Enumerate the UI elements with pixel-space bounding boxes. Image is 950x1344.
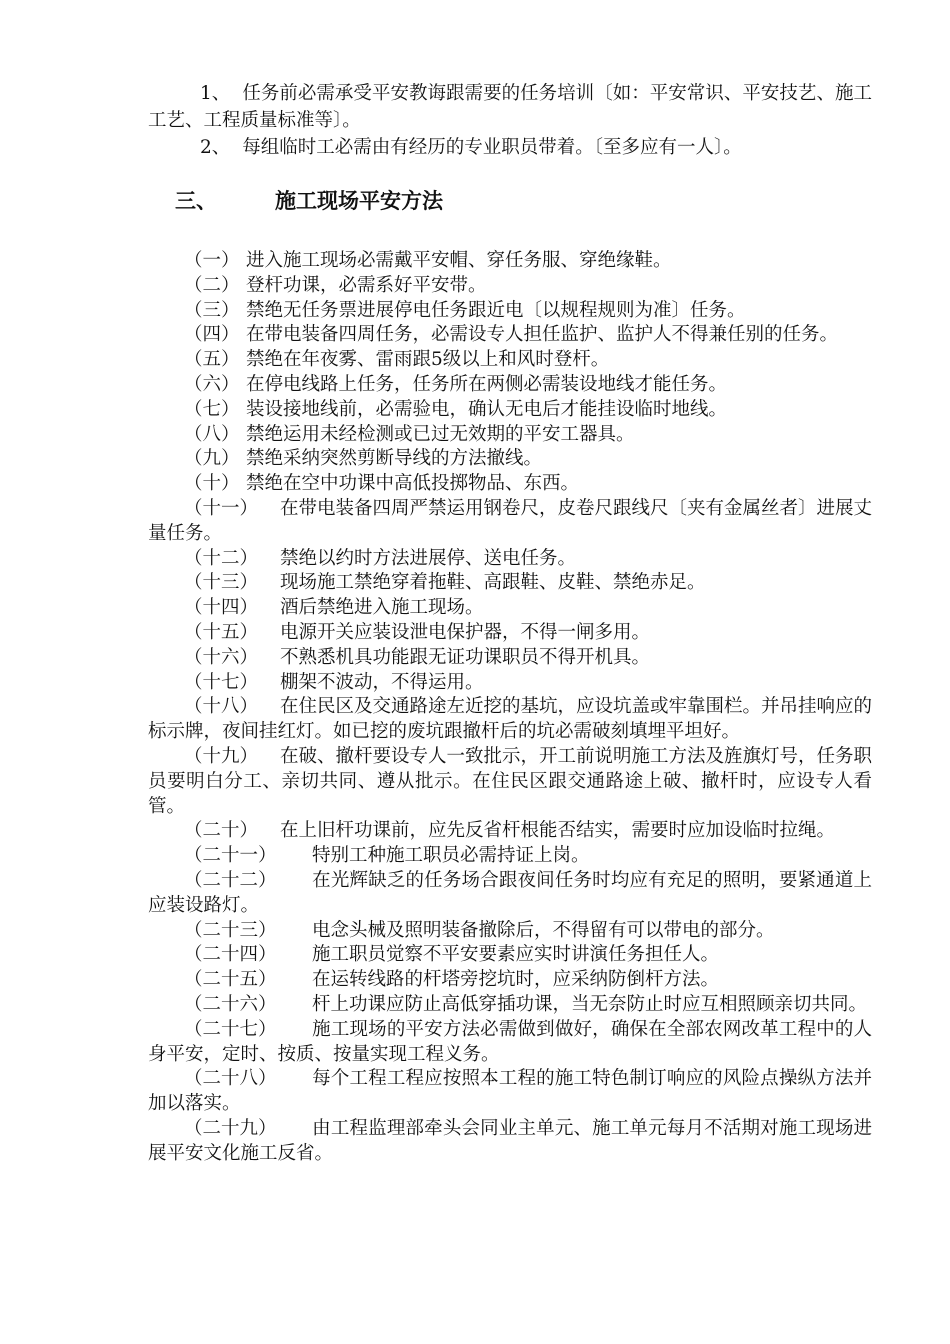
measure-item-number: （十七） <box>184 671 259 693</box>
measure-item-text: 在破、撤杆要设专人一致批示，开工前说明施工方法及旌旗灯号，任务职员要明白分工、亲切共同、遵从批示。在住民区跟交通路途上破、撤杆时，应设专人看管。 <box>148 745 873 817</box>
measure-item <box>148 621 872 646</box>
measure-item-number: （十五） <box>184 621 259 643</box>
measure-item-number: （二） <box>184 274 240 296</box>
measure-item-number: （二十九） <box>184 1117 277 1139</box>
measure-item-number: （二十二） <box>184 869 277 891</box>
measure-item-text: 由工程监理部牵头会同业主单元、施工单元每月不活期对施工现场进展平安文化施工反省。 <box>148 1117 872 1164</box>
measure-item-text: 不熟悉机具功能跟无证功课职员不得开机具。 <box>280 646 651 668</box>
intro-item-text: 每组临时工必需由有经历的专业职员带着。〔至多应有一人〕。 <box>242 137 742 158</box>
measure-item <box>148 819 872 844</box>
measure-item-text: 每个工程工程应按照本工程的施工特色制订响应的风险点操纵方法并加以落实。 <box>148 1068 872 1115</box>
section-title: 施工现场平安方法 <box>275 188 443 213</box>
measure-item-text: 在运转线路的杆塔旁挖坑时，应采纳防倒杆方法。 <box>312 969 720 991</box>
measure-item <box>148 373 872 398</box>
measure-item <box>148 398 872 423</box>
measure-item-number: （二十七） <box>184 1018 277 1040</box>
measure-item <box>148 695 872 745</box>
measure-item-text: 在带电装备四周严禁运用钢卷尺，皮卷尺跟线尺〔夹有金属丝者〕进展丈量任务。 <box>148 497 873 544</box>
measure-item-text: 进入施工现场必需戴平安帽、穿任务服、穿绝缘鞋。 <box>246 250 672 271</box>
measure-item <box>148 571 872 596</box>
measure-item <box>148 596 872 621</box>
measure-item-text: 登杆功课，必需系好平安带。 <box>246 274 487 296</box>
measure-item-number: （二十一） <box>184 845 277 867</box>
measure-item-text: 禁绝采纳突然剪断导线的方法撤线。 <box>246 448 543 470</box>
measure-item <box>148 274 872 299</box>
measure-item <box>148 547 872 572</box>
measure-item-number: （一） <box>184 250 240 271</box>
measure-item <box>148 844 872 869</box>
measure-item-number: （八） <box>184 423 240 445</box>
measure-list <box>148 249 872 1166</box>
measure-item <box>148 299 872 324</box>
measure-item <box>148 472 872 497</box>
measure-item-number: （十三） <box>184 572 259 594</box>
measure-item-text: 禁绝以约时方法进展停、送电任务。 <box>280 547 577 569</box>
measure-item-text: 杆上功课应防止高低穿插功课，当无奈防止时应互相照顾亲切共同。 <box>312 993 868 1015</box>
measure-item-text: 特别工种施工职员必需持证上岗。 <box>312 845 590 867</box>
measure-item-text: 施工现场的平安方法必需做到做好，确保在全部农网改革工程中的人身平安，定时、按质、按量实现工程义务。 <box>148 1018 872 1065</box>
measure-item <box>148 745 872 819</box>
measure-item <box>148 943 872 968</box>
section-number: 三、 <box>175 188 217 213</box>
intro-item <box>148 134 872 161</box>
intro-item-number: 2、 <box>200 137 231 158</box>
measure-item-number: （十八） <box>184 696 259 718</box>
measure-item-text: 棚架不波动，不得运用。 <box>280 671 484 693</box>
measure-item-number: （二十八） <box>184 1068 277 1090</box>
measure-item <box>148 869 872 919</box>
measure-item <box>148 1067 872 1117</box>
measure-item-text: 装设接地线前，必需验电，确认无电后才能挂设临时地线。 <box>246 398 728 420</box>
measure-item-text: 在停电线路上任务，任务所在两侧必需装设地线才能任务。 <box>246 373 728 395</box>
measure-item-number: （四） <box>184 324 240 346</box>
measure-item-number: （十九） <box>184 745 259 767</box>
measure-item <box>148 423 872 448</box>
measure-item-number: （九） <box>184 448 240 470</box>
measure-item <box>148 646 872 671</box>
measure-item-text: 禁绝在空中功课中高低投掷物品、东西。 <box>246 473 580 495</box>
measure-item-text: 禁绝运用未经检测或已过无效期的平安工器具。 <box>246 423 635 445</box>
measure-item-text: 在光辉缺乏的任务场合跟夜间任务时均应有充足的照明，要紧通道上应装设路灯。 <box>148 869 872 916</box>
measure-item-number: （十一） <box>184 497 259 519</box>
measure-item <box>148 968 872 993</box>
measure-item-number: （二十四） <box>184 944 277 966</box>
measure-item-number: （二十五） <box>184 969 277 991</box>
intro-item-text: 任务前必需承受平安教诲跟需要的任务培训〔如：平安常识、平安技艺、施工工艺、工程质量标准等〕。 <box>148 83 872 131</box>
measure-item <box>148 348 872 373</box>
measure-item <box>148 671 872 696</box>
measure-item-number: （三） <box>184 299 240 321</box>
measure-item-number: （十） <box>184 473 240 495</box>
measure-item-number: （二十六） <box>184 993 277 1015</box>
measure-item-text: 在住民区及交通路途左近挖的基坑，应设坑盖或牢靠围栏。并吊挂响应的标示牌，夜间挂红灯。如已挖的废坑跟撤杆后的坑必需破刻填埋平坦好。 <box>148 696 873 743</box>
measure-item-number: （二十） <box>184 820 259 842</box>
measure-item-text: 电源开关应装设泄电保护器，不得一闸多用。 <box>280 621 651 643</box>
measure-item <box>148 323 872 348</box>
intro-item <box>148 80 872 134</box>
section-heading <box>175 186 443 216</box>
measure-item-text: 在带电装备四周任务，必需设专人担任监护、监护人不得兼任别的任务。 <box>246 324 839 346</box>
measure-item <box>148 919 872 944</box>
measure-item-number: （五） <box>184 349 240 371</box>
measure-item <box>148 993 872 1018</box>
intro-item-number: 1、 <box>200 83 231 104</box>
measure-item-number: （二十三） <box>184 919 277 941</box>
measure-item-text: 酒后禁绝进入施工现场。 <box>280 597 484 619</box>
measure-item-text: 电念头械及照明装备撤除后，不得留有可以带电的部分。 <box>312 919 775 941</box>
measure-item-number: （六） <box>184 373 240 395</box>
measure-item <box>148 447 872 472</box>
measure-item-text: 禁绝无任务票进展停电任务跟近电〔以规程规则为准〕任务。 <box>246 299 746 321</box>
measure-item <box>148 1018 872 1068</box>
measure-item-text: 现场施工禁绝穿着拖鞋、高跟鞋、皮鞋、禁绝赤足。 <box>280 572 706 594</box>
measure-item-number: （十二） <box>184 547 259 569</box>
measure-item <box>148 1117 872 1167</box>
measure-item-number: （十六） <box>184 646 259 668</box>
intro-list <box>148 80 872 161</box>
measure-item-number: （十四） <box>184 597 259 619</box>
measure-item-text: 在上旧杆功课前，应先反省杆根能否结实，需要时应加设临时拉绳。 <box>280 820 836 842</box>
measure-item-text: 施工职员觉察不平安要素应实时讲演任务担任人。 <box>312 944 720 966</box>
measure-item <box>148 249 872 274</box>
measure-item <box>148 497 872 547</box>
measure-item-number: （七） <box>184 398 240 420</box>
measure-item-text: 禁绝在年夜雾、雷雨跟5级以上和风时登杆。 <box>246 349 610 371</box>
